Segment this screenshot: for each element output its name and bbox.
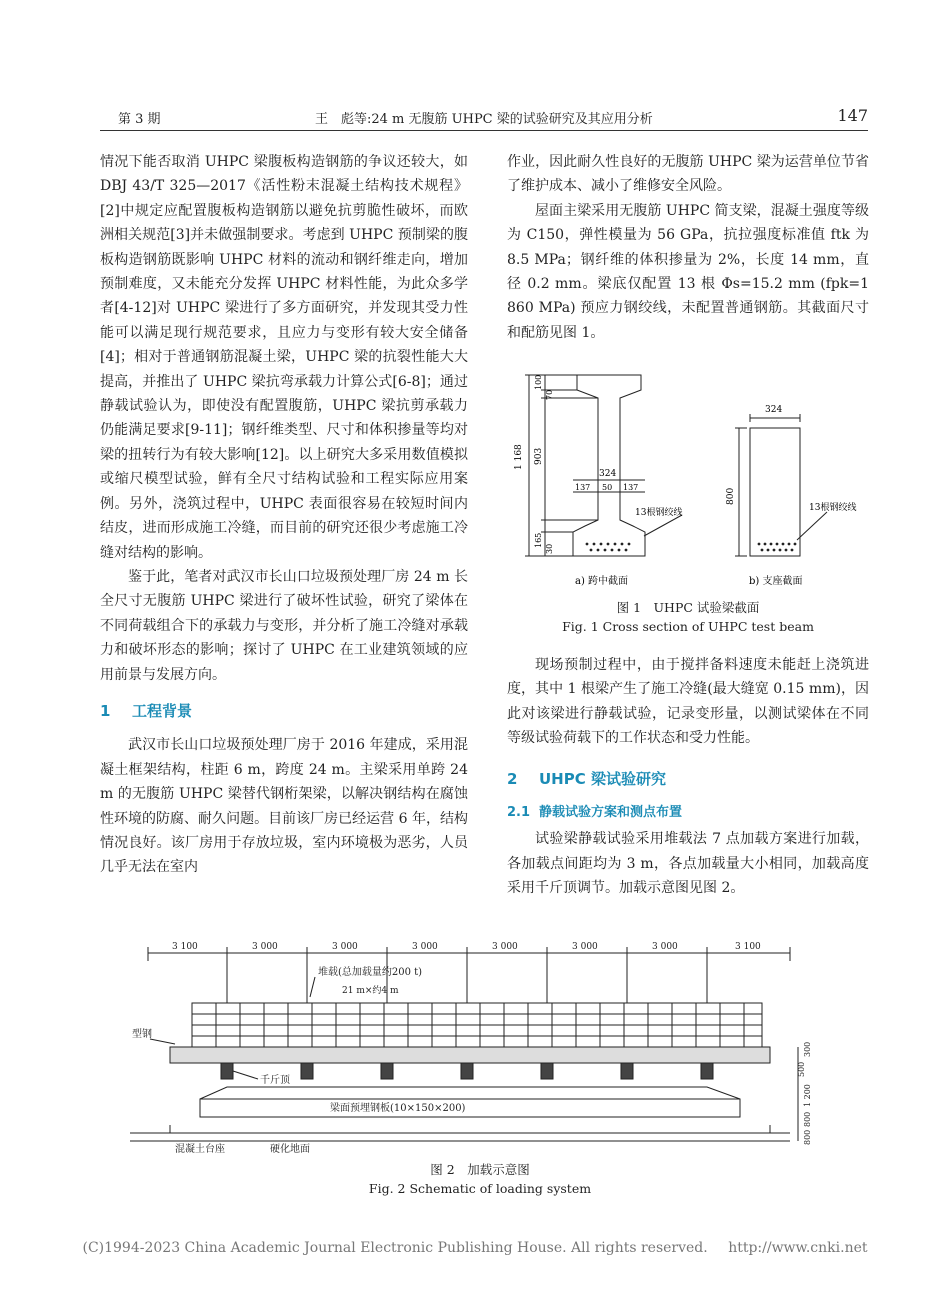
dim-50: 50 (602, 483, 613, 492)
left-column (100, 150, 468, 880)
paragraph: 试验梁静载试验采用堆载法 7 点加载方案进行加载，各加载点间距均为 3 m，各点加载量大小相同，加载高度采用千斤顶调节。加载示意图见图 2。 (507, 831, 869, 897)
paragraph: 现场预制过程中，由于搅拌备料速度未能赶上浇筑进度，其中 1 根梁产生了施工冷缝(最大缝宽 0.15 mm)，因此对该梁进行静载试验，记录变形量，以测试梁体在不同等级试验荷载下的工作状态和受力性能。 (507, 657, 869, 747)
label-load: 堆载(总加载量约200 t) (318, 967, 423, 978)
dim-rect-width: 324 (765, 405, 783, 415)
paragraph: 情况下能否取消 UHPC 梁腹板构造钢筋的争议还较大，如 DBJ 43/T 325—2017《活性粉末混凝土结构技术规程》[2]中规定应配置腹板构造钢筋以避免抗剪脆性破坏，而欧洲相关规范[3]并未做强制要求。考虑到 UHPC 预制梁的腹板构造钢筋既影响 UHPC 材料的流动和钢纤维走向，增加预制难度，又未能充分发挥 UHPC 材料性能，为此众多学者[4-12]对 UHPC 梁进行了多方面研究，并发现其受力性能可以满足现行规范要求，且应力与变形有较大安全储备[4]；相对于普通钢筋混凝土梁，UHPC 梁的抗裂性能大大提高，并推出了 UHPC 梁抗弯承载力计算公式[6-8]；通过静载试验认为，即使没有配置腹筋，UHPC 梁抗剪承载力仍能满足要求[9-11]；钢纤维类型、尺寸和体积掺量等均对梁的扭转行为有较大影响[12]。以上研究大多采用数值模拟或缩尺模型试验，鲜有全尺寸结构试验和工程实际应用案例。另外，浇筑过程中，UHPC 表面很容易在较短时间内结皮，进而形成施工冷缝，而目前的研究还很少考虑施工冷缝对结构的影响。 (100, 154, 468, 561)
right-dim: 500 (797, 1061, 806, 1077)
span-label: 3 000 (652, 942, 678, 952)
dim-flange-width: 324 (599, 469, 617, 479)
dim-137a: 137 (575, 483, 591, 492)
subsection-heading (507, 801, 869, 825)
section-title: 工程背景 (132, 701, 193, 720)
footer-url[interactable]: http://www.cnki.net (728, 1240, 868, 1256)
span-label: 3 000 (412, 942, 438, 952)
beam-plate (200, 1099, 740, 1117)
section-title: UHPC 梁试验研究 (539, 769, 666, 788)
dim-bottom-165: 165 (534, 532, 543, 548)
right-dim: 800 (803, 1111, 812, 1127)
subcaption-b: b) 支座截面 (749, 576, 803, 587)
dim-top-70: 70 (545, 389, 554, 400)
load-blocks (192, 1003, 762, 1047)
subcaption-a: a) 跨中截面 (575, 576, 629, 587)
label-steel: 型钢 (132, 1029, 152, 1040)
issue-number: 第 3 期 (118, 112, 161, 127)
label-jack: 千斤顶 (260, 1075, 290, 1086)
paragraph: 武汉市长山口垃圾预处理厂房于 2016 年建成，采用混凝土框架结构，柱距 6 m，跨度 24 m。主梁采用单跨 24 m 的无腹筋 UHPC 梁替代钢桁架梁，以解决钢结构在腐蚀性环境的防腐、耐久问题。目前该厂房已经运营 6 年，结构情况良好。该厂房用于存放垃圾，室内环境极为恶劣，人员几乎无法在室内 (100, 737, 468, 876)
caption-cn: 图 2 加载示意图 (430, 1162, 530, 1177)
caption-cn: 图 1 UHPC 试验梁截面 (616, 600, 760, 615)
figure-1-caption (507, 598, 869, 636)
running-title: 王 彪等:24 m 无腹筋 UHPC 梁的试验研究及其应用分析 (315, 112, 653, 127)
figure-2-caption (130, 1160, 830, 1198)
subsection-title: 静载试验方案和测点布置 (539, 805, 683, 821)
right-column (507, 150, 869, 345)
right-column-continued (507, 653, 869, 901)
section-heading (100, 699, 468, 723)
span-label: 3 000 (332, 942, 358, 952)
running-header (100, 102, 868, 131)
dim-web-height: 903 (534, 447, 544, 465)
rect-section-drawing (735, 414, 827, 556)
span-label: 3 000 (252, 942, 278, 952)
dim-total-height: 1 168 (514, 444, 524, 470)
caption-en: Fig. 2 Schematic of loading system (368, 1181, 592, 1196)
dim-137b: 137 (623, 483, 639, 492)
dim-top-100: 100 (534, 374, 543, 390)
span-label: 3 100 (172, 942, 198, 952)
copyright-text: (C)1994-2023 China Academic Journal Electronic Publishing House. All rights reserved. (82, 1240, 708, 1256)
subsection-number: 2.1 (507, 805, 531, 821)
i-section-drawing (525, 375, 682, 556)
paragraph: 作业，因此耐久性良好的无腹筋 UHPC 梁为运营单位节省了维护成本、减小了维修安全风险。 (507, 154, 869, 195)
dim-rect-height: 800 (726, 487, 736, 505)
right-dim: 300 (803, 1041, 812, 1057)
paragraph: 屋面主梁采用无腹筋 UHPC 简支梁，混凝土强度等级为 C150，弹性模量为 56 GPa，抗拉强度标准值 ftk 为 8.5 MPa；钢纤维的体积掺量为 2%，长度 14 mm，直径 0.2 mm。梁底仅配置 13 根 Φs=15.2 mm (fpk=1 860 MPa) 预应力钢绞线，未配置普通钢筋。其截面尺寸和配筋见图 1。 (507, 202, 869, 341)
label-area: 21 m×约4 m (342, 986, 399, 996)
label-plate: 梁面预埋钢板(10×150×200) (330, 1103, 466, 1114)
copyright-footer (0, 1240, 950, 1256)
right-dim: 1 200 (803, 1084, 812, 1107)
right-dim: 800 (803, 1129, 812, 1145)
dim-bottom-30: 30 (545, 543, 554, 554)
label-base: 混凝土台座 (175, 1144, 225, 1155)
paragraph: 鉴于此，笔者对武汉市长山口垃圾预处理厂房 24 m 长全尺寸无腹筋 UHPC 梁进行了破坏性试验，研究了梁体在不同荷载组合下的承载力与变形，并分析了施工冷缝对承载力和破坏形态的影响；探讨了 UHPC 在工业建筑领域的应用前景与发展方向。 (100, 568, 468, 683)
caption-en: Fig. 1 Cross section of UHPC test beam (562, 619, 814, 634)
figure-1-cross-section (507, 370, 869, 590)
span-label: 3 000 (572, 942, 598, 952)
strand-label-a: 13根钢绞线 (635, 508, 683, 518)
label-ground: 硬化地面 (270, 1144, 310, 1155)
figure-2-loading-schematic (130, 937, 830, 1157)
section-heading (507, 767, 869, 791)
span-label: 3 000 (492, 942, 518, 952)
jacks (221, 1063, 713, 1079)
span-label: 3 100 (735, 942, 761, 952)
test-beam (200, 1087, 740, 1099)
section-number: 2 (507, 769, 518, 788)
strand-label-b: 13根钢绞线 (809, 503, 857, 513)
page-number: 147 (837, 106, 868, 125)
section-number: 1 (100, 701, 111, 720)
steel-beam (170, 1047, 770, 1063)
